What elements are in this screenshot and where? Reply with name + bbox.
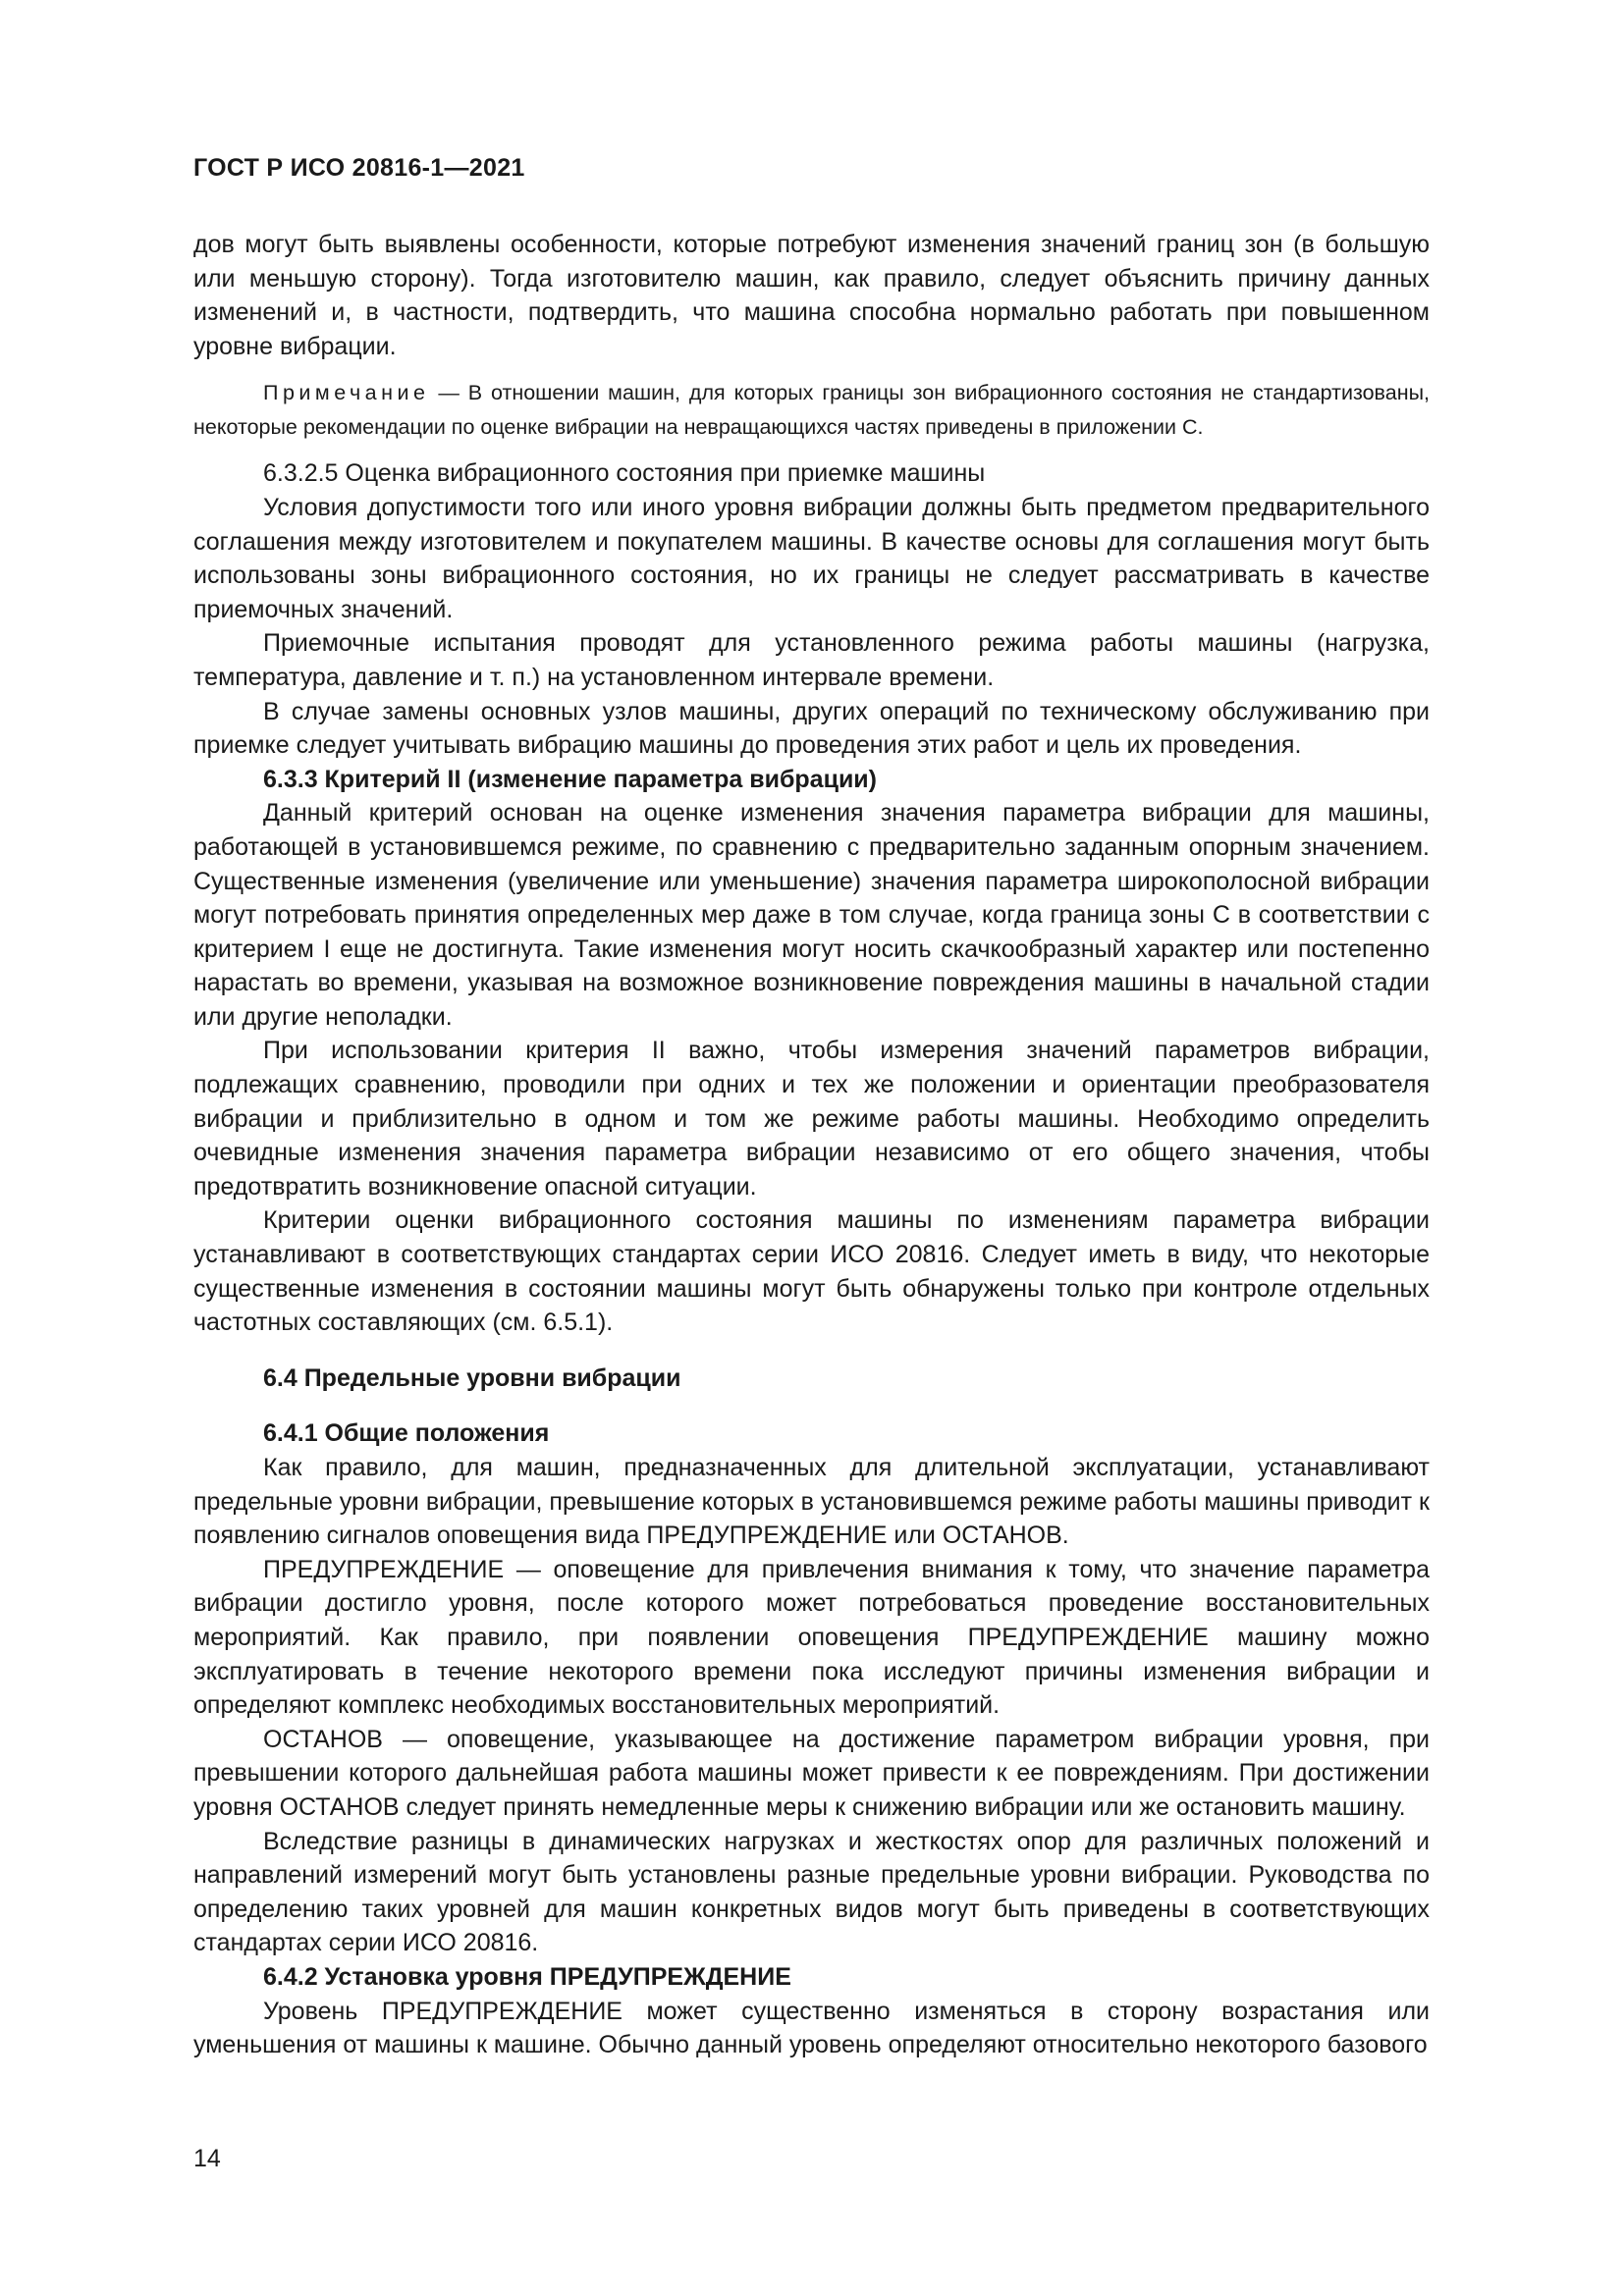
- paragraph-6-3-2-5-a: Условия допустимости того или иного уровня вибрации должны быть предметом предварительного соглашения между изготовителем и покупателем машины. В качестве основы для соглашения могут быть использованы зоны вибрационного состояния, но их границы не следует рассматривать в качестве приемочных значений.: [193, 493, 1430, 623]
- note-label: Примечание: [263, 381, 430, 405]
- heading-6-3-2-5: 6.3.2.5 Оценка вибрационного состояния при приемке машины: [263, 459, 986, 488]
- paragraph-6-3-3-a: Данный критерий основан на оценке изменения значения параметра вибрации для машины, работающей в установившемся режиме, по сравнению с предварительно заданным опорным значением. Существенные изменения (увеличение или уменьшение) значения параметра широкополосной вибрации могут потребовать принятия определенных мер даже в том случае, когда граница зоны С в соответствии с критерием I еще не достигнута. Такие изменения могут носить скачкообразный характер или постепенно нарастать во времени, указывая на возможное возникновение повреждения машины в начальной стадии или другие неполадки.: [193, 799, 1430, 1031]
- note-text: — В отношении машин, для которых границы зон вибрационного состояния не стандартизованы, некоторые рекомендации по оценке вибрации на невращающихся частях приведены в приложении С.: [193, 381, 1430, 439]
- paragraph-continuation: дов могут быть выявлены особенности, которые потребуют изменения значений границ зон (в большую или меньшую сторону). Тогда изготовителю машин, как правило, следует объяснить причину данных изменений и, в частности, подтвердить, что машина способна нормально работать при повышенном уровне вибрации.: [193, 231, 1430, 360]
- paragraph-6-3-2-5-b: Приемочные испытания проводят для установленного режима работы машины (нагрузка, температура, давление и т. п.) на установленном интервале времени.: [193, 629, 1430, 691]
- paragraph-6-4-1-b: ПРЕДУПРЕЖДЕНИЕ — оповещение для привлечения внимания к тому, что значение параметра вибрации достигло уровня, после которого может потребоваться проведение восстановительных мероприятий. Как правило, при появлении оповещения ПРЕДУПРЕЖДЕНИЕ машину можно эксплуатировать в течение некоторого времени пока исследуют причины изменения вибрации и определяют комплекс необходимых восстановительных мероприятий.: [193, 1555, 1430, 1720]
- paragraph-6-3-2-5-c: В случае замены основных узлов машины, других операций по техническому обслуживанию при приемке следует учитывать вибрацию машины до проведения этих работ и цель их проведения.: [193, 697, 1430, 760]
- note: [193, 376, 1430, 444]
- page-number: 14: [193, 2145, 221, 2172]
- heading-6-4-1: 6.4.1 Общие положения: [263, 1419, 550, 1448]
- heading-6-4: 6.4 Предельные уровни вибрации: [263, 1363, 681, 1392]
- heading-6-4-2: 6.4.2 Установка уровня ПРЕДУПРЕЖДЕНИЕ: [263, 1962, 791, 1991]
- heading-6-3-3: 6.3.3 Критерий II (изменение параметра вибрации): [263, 765, 877, 793]
- paragraph-6-4-1-d: Вследствие разницы в динамических нагрузках и жесткостях опор для различных положений и направлений измерений могут быть установлены разные предельные уровни вибрации. Руководства по определению таких уровней для машин конкретных видов могут быть приведены в соответствующих стандартах серии ИСО 20816.: [193, 1827, 1430, 1957]
- paragraph-6-4-1-a: Как правило, для машин, предназначенных для длительной эксплуатации, устанавливают предельные уровни вибрации, превышение которых в установившемся режиме работы машины приводит к появлению сигналов оповещения вида ПРЕДУПРЕЖДЕНИЕ или ОСТАНОВ.: [193, 1454, 1430, 1550]
- paragraph-6-4-1-c: ОСТАНОВ — оповещение, указывающее на достижение параметром вибрации уровня, при превышении которого дальнейшая работа машины может привести к ее повреждениям. При достижении уровня ОСТАНОВ следует принять немедленные меры к снижению вибрации или же остановить машину.: [193, 1725, 1430, 1821]
- paragraph-6-4-2-a: Уровень ПРЕДУПРЕЖДЕНИЕ может существенно изменяться в сторону возрастания или уменьшения от машины к машине. Обычно данный уровень определяют относительно некоторого базового: [193, 1997, 1430, 2059]
- paragraph-6-3-3-b: При использовании критерия II важно, чтобы измерения значений параметров вибрации, подлежащих сравнению, проводили при одних и тех же положении и ориентации преобразователя вибрации и приблизительно в одном и том же режиме работы машины. Необходимо определить очевидные изменения значения параметра вибрации независимо от его общего значения, чтобы предотвратить возникновение опасной ситуации.: [193, 1037, 1430, 1201]
- document-code-header: ГОСТ Р ИСО 20816-1—2021: [193, 154, 525, 182]
- paragraph-6-3-3-c: Критерии оценки вибрационного состояния машины по изменениям параметра вибрации устанавливают в соответствующих стандартах серии ИСО 20816. Следует иметь в виду, что некоторые существенные изменения в состоянии машины могут быть обнаружены только при контроле отдельных частотных составляющих (см. 6.5.1).: [193, 1206, 1430, 1337]
- page-content: [193, 228, 1430, 2062]
